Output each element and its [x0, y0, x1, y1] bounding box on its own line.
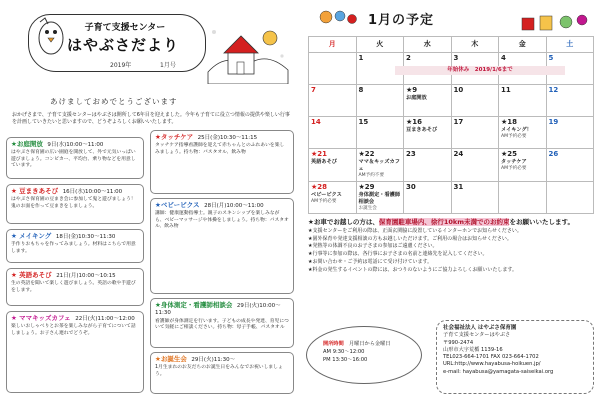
calendar-day-cell [451, 149, 499, 182]
calendar-title: 1月の予定 [368, 13, 435, 28]
notice-line: ★発熱等の体調不良のお子さまの参加はご遠慮ください。 [308, 243, 438, 250]
calendar-day-number: 24 [453, 150, 464, 158]
calendar-day-number: 4 [501, 54, 506, 62]
weekday-wed: 水 [404, 37, 452, 53]
calendar-day-number: ★18 [501, 118, 518, 126]
calendar-day-cell [404, 85, 452, 117]
calendar-day-number: ★9 [406, 86, 418, 94]
calendar-day-cell [546, 181, 594, 214]
calendar-week-row [309, 85, 594, 117]
event-card-english [6, 268, 144, 306]
calendar-event-label: 身体測定・看護師相談会 [358, 192, 401, 206]
gift-decoration-icon [520, 8, 592, 34]
calendar-event-note: AM予約不要 [358, 173, 384, 179]
notice-line: ★お問い合わせ・ご予約は電話にて受け付けています。 [308, 258, 433, 265]
calendar-day-cell [546, 149, 594, 182]
calendar-day-cell [451, 85, 499, 117]
event-body: 楽しいおしゃべりとお茶を楽しみながら子育てについて話しましょう。お子さん連れでどうぞ。 [11, 324, 136, 336]
event-card-babypics [150, 198, 294, 294]
weekday-thu: 木 [451, 37, 499, 53]
notice-line: ★支援センターをご利用の際は、正面玄関脇に設置しているインターホンでお知らせください。 [308, 227, 522, 234]
event-title: ★身体測定・看護師相談会 [155, 301, 233, 309]
event-body: はやぶさ保育園の広い園庭を開放して、外で元気いっぱい遊びましょう。コンビカー、平均台、乗り物などを用意しています。 [11, 150, 136, 169]
event-title: ★お庭開放 [11, 140, 43, 148]
contact-center: 子育て支援センターはやぶさ [443, 332, 511, 339]
calendar-day-number: 26 [548, 150, 559, 158]
calendar-day-number: ★25 [501, 150, 518, 158]
calendar-day-number: 2 [406, 54, 411, 62]
weekday-mon: 月 [309, 37, 357, 53]
weekday-header-row [309, 37, 594, 53]
event-title: ★ベビーピクス [155, 201, 200, 209]
calendar-day-cell [451, 181, 499, 214]
contact-tel: TEL023-664-1701 FAX 023-664-1702 [443, 354, 539, 361]
weekday-fri: 金 [499, 37, 547, 53]
calendar-event-note: AM予約必要 [501, 166, 527, 172]
calendar-day-cell [309, 85, 357, 117]
calendar-event-label: メイキング！ [501, 127, 532, 134]
calendar-day-cell [356, 85, 404, 117]
new-year-greeting: あけましておめでとうございます [50, 97, 178, 106]
newsletter-title: はやぶさだより [66, 36, 179, 54]
calendar-day-number: ★28 [311, 182, 328, 191]
event-time: 21日(月)10:00～10:15 [56, 273, 116, 279]
calendar-day-number: 19 [548, 118, 559, 126]
calendar-day-number: 23 [406, 150, 416, 158]
hours-days: 月曜日から金曜日 [348, 341, 391, 347]
event-time: 28日(月)10:00～11:00 [204, 203, 264, 209]
calendar-day-cell [546, 85, 594, 117]
issue-number: 1月号 [160, 62, 176, 69]
intro-text: おかげさまで、子育て支援センターはやぶさは開所して6年目を迎えました。今年も子育てに役立つ情報の提供や楽しい行事を計画していきたいと思いますので、どうぞよろしくお願いいたします。 [12, 112, 290, 125]
contact-url[interactable]: URL:http://www.hayabusa-hoikuen.jp/ [443, 361, 541, 368]
contact-org: 社会福祉法人 はやぶさ保育園 [443, 325, 517, 331]
calendar-day-cell [451, 117, 499, 149]
calendar-event-label: タッチケア [501, 159, 527, 166]
balloon-decoration-icon [318, 8, 358, 34]
calendar-event-label: お庭開放 [406, 95, 427, 102]
issue-year: 2019年 [110, 62, 132, 69]
opening-hours [306, 322, 424, 388]
calendar-day-number: 15 [358, 118, 369, 126]
notice-line: ★園外保育や発達支援相談の方もお越しいただけます。ご利用の場合はお知らせください。 [308, 235, 512, 242]
event-time: 9日(水)10:00～11:00 [47, 142, 104, 148]
calendar-day-number: 3 [453, 54, 459, 62]
event-time: 29日(火)11:30～ [191, 357, 236, 363]
event-body: タッチケア指導看護師を迎えて赤ちゃんとのふれあいを楽しみましょう。持ち物：バスタオル、飲み物 [155, 143, 285, 155]
event-title: ★ メイキング [11, 232, 52, 240]
notice-parking-highlight: 保育園駐車場内、徐行10km未満でのお約束 [378, 218, 510, 226]
event-body: 看護師が身体測定を行います。子どもの成長や発達、育児について気軽にご相談ください。持ち物：母子手帳、バスタオル [155, 318, 289, 331]
calendar-day-number: 8 [358, 86, 364, 94]
calendar-day-number: 14 [311, 118, 321, 126]
calendar-day-cell [499, 85, 547, 117]
calendar-day-cell [356, 149, 404, 182]
calendar-day-number: 17 [453, 118, 464, 126]
calendar-day-number: 11 [501, 86, 511, 94]
notices-section [308, 218, 594, 273]
calendar-day-number: 31 [453, 182, 464, 191]
event-title: ★ 豆まきあそび [11, 187, 59, 195]
event-body: はやぶさ保育園の豆まき会に参加して鬼と遊びましょう！鬼のお面を作って豆まきをしましょう。 [11, 197, 136, 209]
falcon-mascot-icon [34, 14, 68, 58]
calendar-day-cell [404, 181, 452, 214]
calendar-day-number: 12 [548, 86, 559, 94]
calendar-day-cell [356, 181, 404, 214]
calendar-day-cell [404, 149, 452, 182]
calendar-event-label: ベビーピクス [311, 192, 342, 199]
notice-parking-lead: ★お車でお越しの方は、 [308, 218, 379, 226]
calendar-day-number: 5 [548, 54, 554, 62]
calendar-day-cell [404, 117, 452, 149]
center-name: 子育て支援センター [84, 23, 166, 33]
notice-line: ★料金の発生するイベントの際には、おつりのないようにご協力よろしくお願いいたします。 [308, 266, 518, 273]
event-card-health-check [150, 298, 294, 348]
event-card-bean-throwing [6, 184, 144, 224]
contact-zip: 〒990-2474 [443, 340, 474, 347]
hours-pm: 13:30～16:00 [332, 357, 368, 364]
event-time: 25日(金)10:30～11:15 [197, 135, 258, 141]
event-time: 16日(水)10:00～11:00 [62, 189, 123, 195]
calendar-day-number: 7 [311, 86, 316, 94]
contact-info [436, 320, 594, 394]
masthead [28, 14, 290, 90]
calendar-day-number: 10 [453, 86, 464, 94]
event-card-kids-cafe [6, 311, 144, 393]
calendar-day-cell [309, 117, 357, 149]
contact-address: 山形市大字荒楯 1139-16 [443, 347, 503, 354]
notice-parking [308, 218, 594, 227]
contact-email[interactable]: e-mail: hayabusa@yamagata-saiseikai.org [443, 368, 554, 375]
calendar-day-cell [356, 117, 404, 149]
event-body: 生の英語を聞いて楽しく遊びましょう。英語の歌や手遊びをします。 [11, 281, 136, 293]
calendar-event-note: AM予約必要 [501, 134, 527, 140]
event-card-garden [6, 137, 144, 179]
calendar-event-note: AM予約必要 [311, 199, 337, 205]
calendar-day-cell [309, 53, 357, 85]
calendar-day-number: ★21 [311, 150, 328, 158]
calendar-event-label: 英語あそび [311, 159, 337, 166]
event-title: ★タッチケア [155, 133, 194, 141]
calendar-event-label: ママ＆キッズカフェ [358, 159, 400, 173]
house-illustration-icon [206, 22, 290, 84]
january-calendar [308, 36, 594, 214]
event-body: 講師：健康運動指導士。親子のスキンシップを楽しみながら、ベビーマッサージや体操をしましょう。持ち物：バスタオル、飲み物 [155, 211, 289, 230]
event-card-making [6, 229, 144, 263]
calendar-day-cell [309, 181, 357, 214]
hours-bubble: 開所時間 月曜日から金曜日 AM 9:30～12:00 PM 13:30～16:00 [306, 326, 422, 384]
new-year-closed-band: 年始休み 2019/1/6まで [395, 66, 565, 75]
weekday-tue: 火 [356, 37, 404, 53]
event-title: ★お誕生会 [155, 355, 187, 363]
event-title: ★ 英語あそび [11, 271, 52, 279]
event-body: 1月生まれのお友だちのお誕生日をみんなでお祝いしましょう。 [155, 365, 283, 377]
event-time: 29日(火)10:00～11:30 [155, 303, 281, 317]
notice-parking-tail: をお願いいたします。 [509, 218, 574, 226]
event-title: ★ ママキッズカフェ [11, 314, 71, 322]
calendar-day-number: 30 [406, 182, 416, 191]
calendar-day-number: ★22 [358, 150, 375, 158]
event-card-touch-care [150, 130, 294, 194]
calendar-day-cell [309, 149, 357, 182]
event-time: 22日(火)11:00～12:00 [75, 316, 135, 322]
calendar-day-cell [499, 181, 547, 214]
hours-heading: 開所時間 [323, 341, 344, 347]
event-card-birthday [150, 352, 294, 394]
hours-am: 9:30～12:00 [332, 349, 365, 356]
calendar-day-cell [546, 117, 594, 149]
calendar-day-cell [499, 149, 547, 182]
calendar-week-row [309, 149, 594, 182]
weekday-sat: 土 [546, 37, 594, 53]
calendar-week-row [309, 117, 594, 149]
notice-line: ★行事等に参加の際は、各行事にお子さまの名前と連絡先を記入してください。 [308, 251, 488, 258]
calendar-day-cell [499, 117, 547, 149]
event-time: 18日(金)10:30～11:30 [55, 234, 116, 240]
event-body: 手作りおもちゃを作ってみましょう。材料はこちらで用意します。 [11, 242, 136, 254]
calendar-week-row [309, 181, 594, 214]
calendar-event-note: お誕生会 [358, 206, 377, 212]
calendar-day-number: 1 [358, 54, 364, 62]
calendar-day-number: ★16 [406, 118, 423, 126]
calendar-day-number: ★29 [358, 182, 375, 191]
calendar-event-label: 豆まきあそび [406, 127, 438, 134]
